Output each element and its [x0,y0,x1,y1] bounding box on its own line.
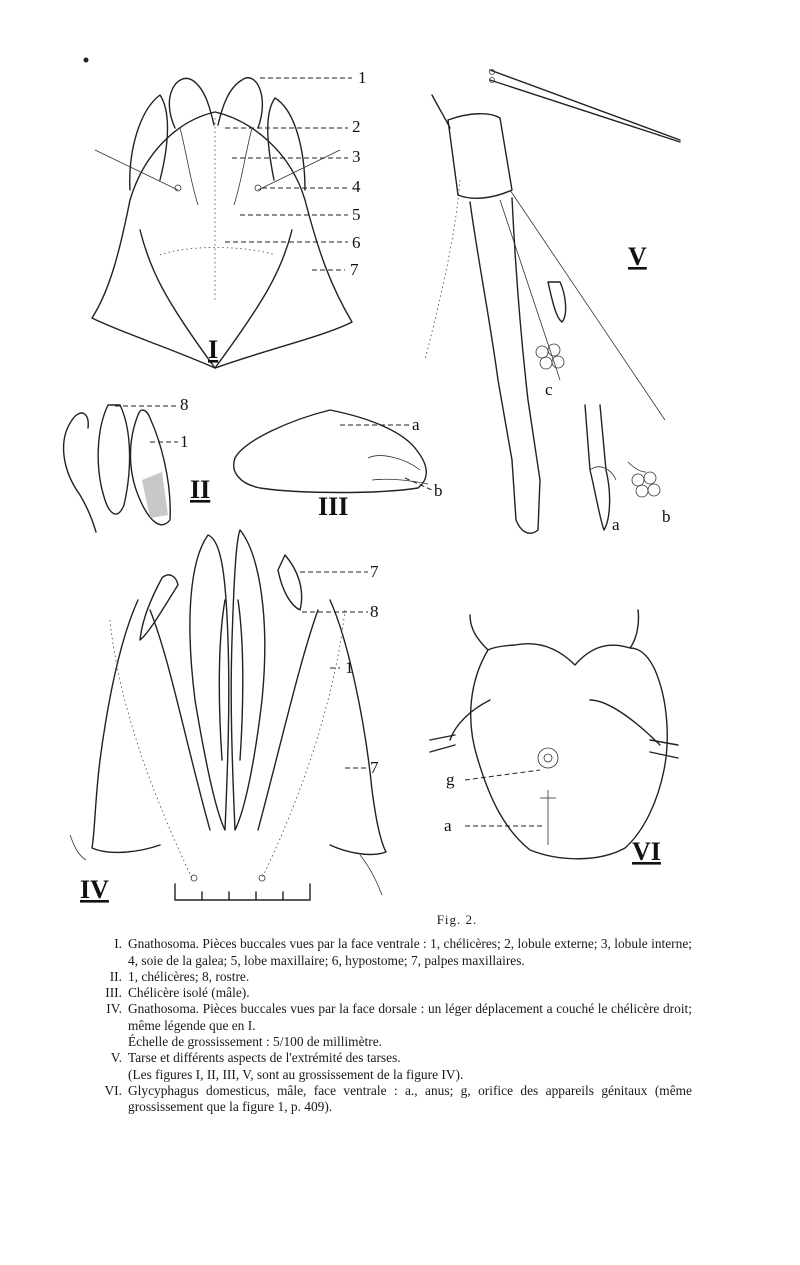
caption-text: Tarse et différents aspects de l'extrémité des tarses. [128,1050,401,1066]
fig5-callout-a: a [612,515,620,534]
fig5-callout-b: b [662,507,671,526]
caption-num: III. [105,985,122,1001]
caption-num: V. [110,1050,122,1066]
caption-num: I. [114,936,122,952]
caption-entry-vi [92,1083,692,1116]
caption-text: Gnathosoma. Pièces buccales vues par la face ventrale : 1, chélicères; 2, lobule externe; 3, lobule interne; 4, soie de la galea; 5, lobe maxillaire; 6, hypostome; 7, palpes maxillaires. [128,936,692,968]
fig1-callout-6: 6 [352,233,361,252]
caption-text: Glycyphagus domesticus, mâle, face ventrale : a., anus; g, orifice des appareils génitaux (même grossissement que la figure 1, p. 409). [128,1082,692,1115]
caption-text: 1, chélicères; 8, rostre. [128,968,250,984]
fig1-callout-3: 3 [352,147,361,166]
figure-v-drawing [425,70,680,535]
fig4-callout-7b: 7 [370,758,379,777]
figure-iv-drawing [70,530,386,904]
panel-label-v: V [628,242,647,271]
fig4-callout-7a: 7 [370,562,379,581]
fig1-callout-7: 7 [350,260,359,279]
caption-num: IV. [106,1001,122,1017]
scale-bar [175,884,310,900]
caption-num: VI. [104,1082,122,1098]
fig6-callout-a: a [444,816,452,835]
caption-scale-note: Échelle de grossissement : 5/100 de millimètre. [128,1034,382,1050]
caption-num: II. [109,968,122,984]
caption-entry-iii [92,985,692,1001]
caption-text: Gnathosoma. Pièces buccales vues par la face dorsale : un léger déplacement a couché le chélicère droit; même légende que en I. [128,1001,692,1033]
ink-speck [84,58,89,63]
panel-label-i: I [208,335,219,364]
figure-iii-drawing [234,410,443,521]
figure-caption [92,912,692,1116]
panel-label-ii: II [190,475,211,504]
figure-title: Fig. 2. [436,912,478,927]
fig1-callout-5: 5 [352,205,361,224]
fig4-callout-8: 8 [370,602,379,621]
panel-label-vi: VI [632,837,661,866]
caption-entry-v [92,1050,692,1066]
caption-entry-iv [92,1001,692,1034]
fig1-callout-4: 4 [352,177,361,196]
caption-text: Chélicère isolé (mâle). [128,985,250,1001]
panel-label-iii: III [318,492,349,521]
fig6-callout-g: g [446,770,455,789]
fig2-callout-1: 1 [180,432,189,451]
fig1-callout-2: 2 [352,117,361,136]
fig5-callout-c: c [545,380,553,399]
fig4-callout-1: 1 [345,658,354,677]
caption-magnification-note: (Les figures I, II, III, V, sont au grossissement de la figure IV). [128,1066,464,1082]
fig3-callout-a: a [412,415,420,434]
fig1-callout-1: 1 [358,68,367,87]
fig2-callout-8: 8 [180,395,189,414]
caption-entry-ii [92,969,692,985]
figure-i-drawing [92,68,367,368]
caption-entry-i [92,936,692,969]
figure-vi-drawing [430,610,678,866]
panel-label-iv: IV [80,875,109,904]
figure-ii-drawing [64,395,211,532]
fig3-callout-b: b [434,481,443,500]
